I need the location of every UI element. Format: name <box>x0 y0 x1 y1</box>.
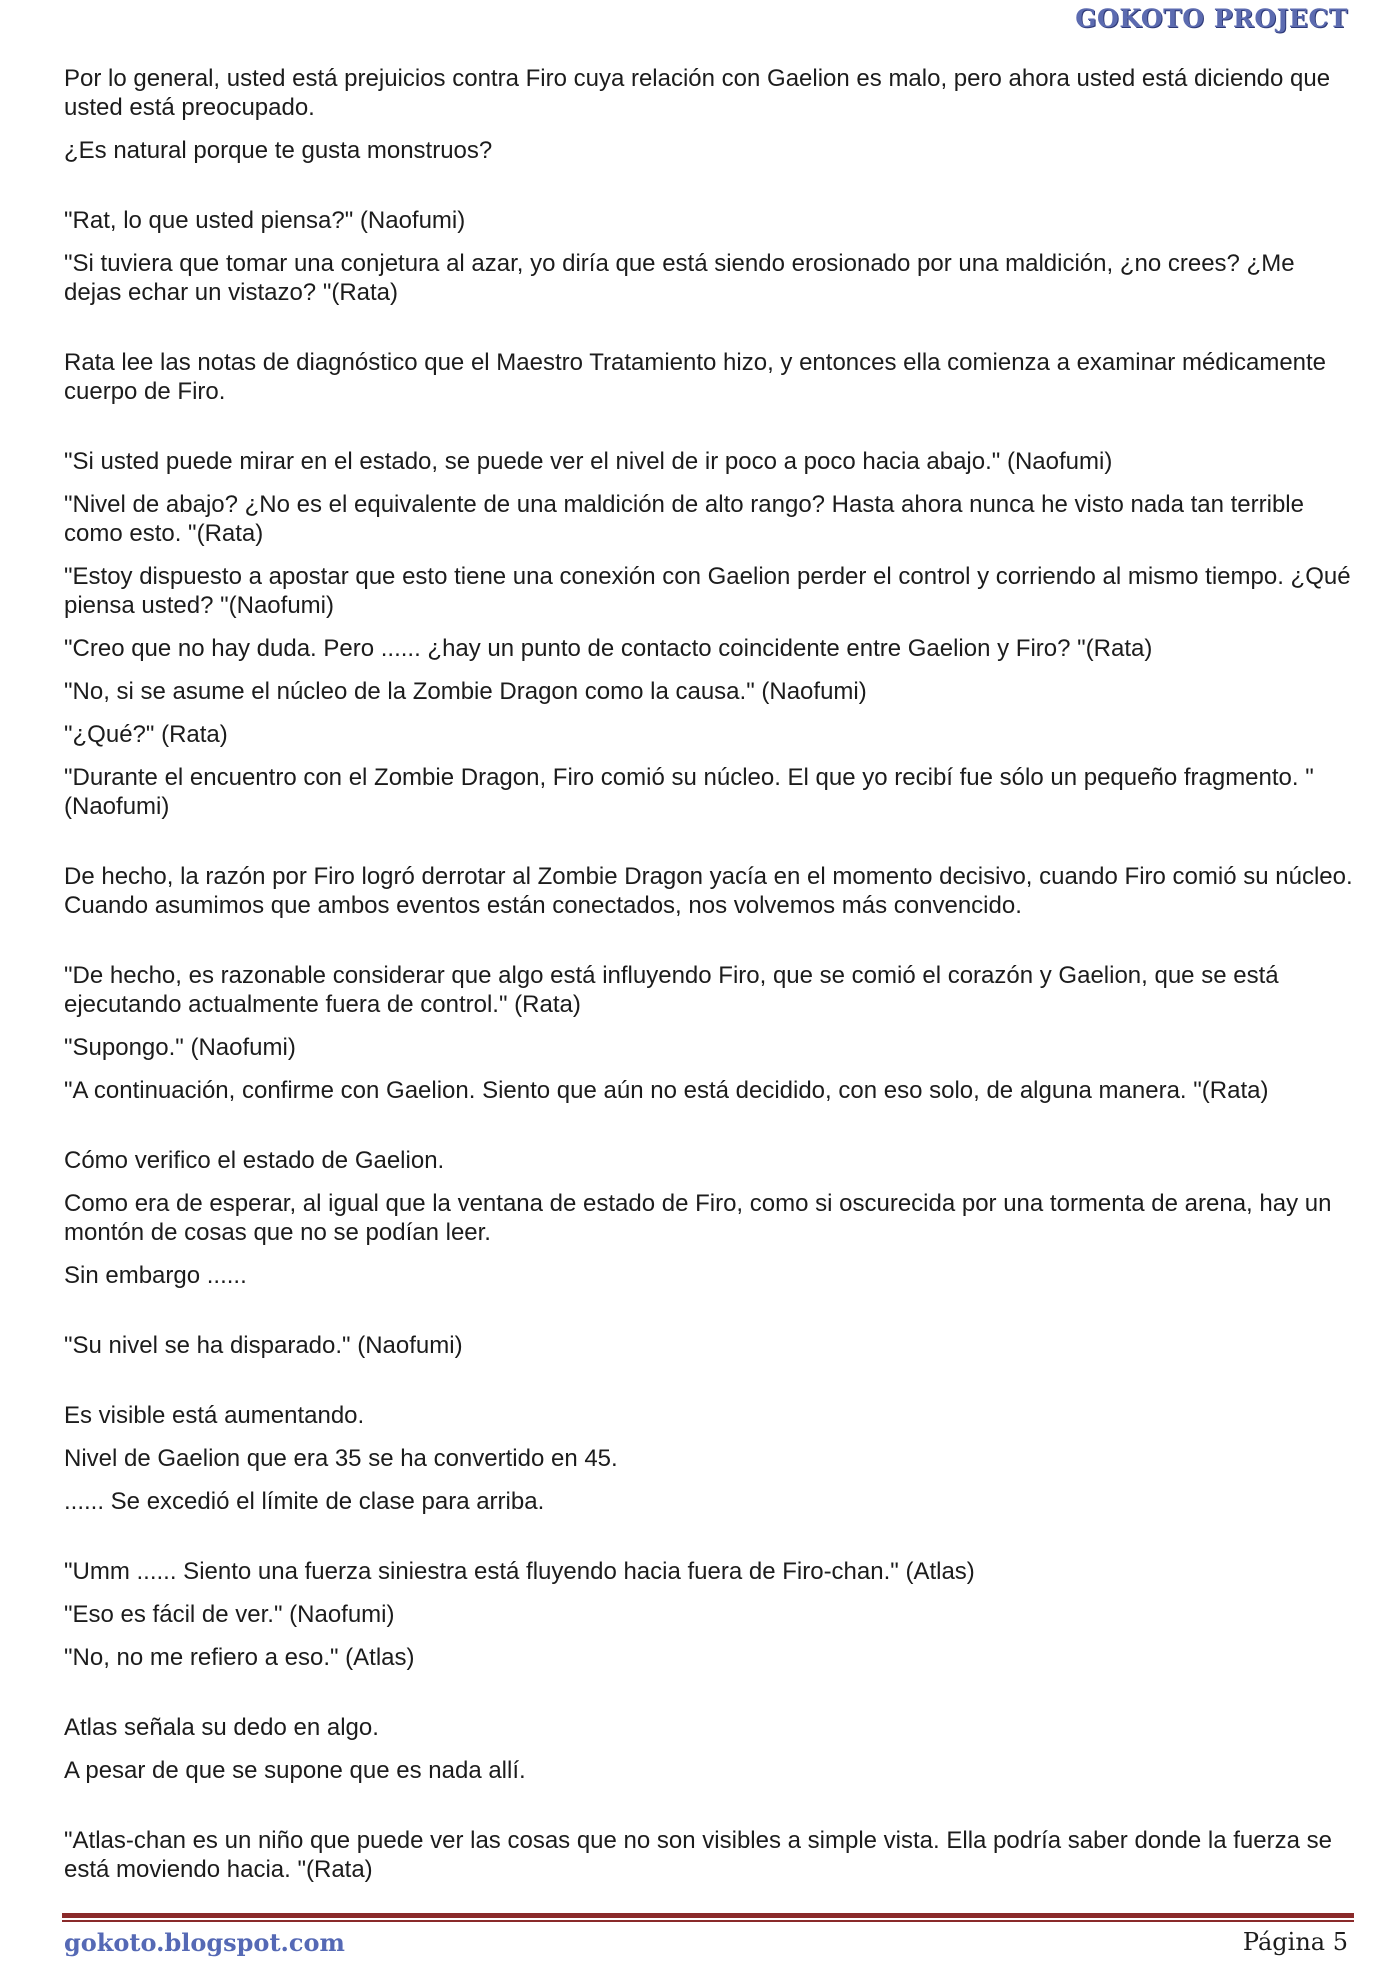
paragraph: Como era de esperar, al igual que la ventana de estado de Firo, como si oscurecida por una tormenta de arena, hay un montón de cosas que no se podían leer. <box>64 1190 1332 1246</box>
paragraph: "Si tuviera que tomar una conjetura al azar, yo diría que está siendo erosionado por una maldición, ¿no crees? ¿Me dejas echar un vistazo? "(Rata) <box>64 250 1295 306</box>
footer-divider <box>62 1913 1354 1922</box>
paragraph: "No, si se asume el núcleo de la Zombie Dragon como la causa." (Naofumi) <box>64 678 867 705</box>
paragraph: Cómo verifico el estado de Gaelion. <box>64 1147 445 1174</box>
paragraph: "Su nivel se ha disparado." (Naofumi) <box>64 1332 463 1359</box>
document-body <box>64 64 1354 1898</box>
paragraph: De hecho, la razón por Firo logró derrotar al Zombie Dragon yacía en el momento decisivo, cuando Firo comió su núcleo. Cuando asumimos que ambos eventos están conectados, nos volvemos más convencido. <box>64 863 1353 919</box>
paragraph: "Creo que no hay duda. Pero ...... ¿hay un punto de contacto coincidente entre Gaelion y Firo? "(Rata) <box>64 635 1153 662</box>
paragraph: "Umm ...... Siento una fuerza siniestra está fluyendo hacia fuera de Firo-chan." (Atlas) <box>64 1558 975 1585</box>
footer-divider-thick <box>62 1913 1354 1918</box>
paragraph: "Supongo." (Naofumi) <box>64 1034 296 1061</box>
paragraph: Atlas señala su dedo en algo. <box>64 1714 379 1741</box>
paragraph: Por lo general, usted está prejuicios contra Firo cuya relación con Gaelion es malo, pero ahora usted está diciendo que usted está preocupado. <box>64 65 1331 121</box>
paragraph: Rata lee las notas de diagnóstico que el Maestro Tratamiento hizo, y entonces ella comienza a examinar médicamente cuerpo de Firo. <box>64 349 1327 405</box>
paragraph: "Rat, lo que usted piensa?" (Naofumi) <box>64 207 466 234</box>
paragraph: "¿Qué?" (Rata) <box>64 721 228 748</box>
paragraph: Nivel de Gaelion que era 35 se ha convertido en 45. <box>64 1445 618 1472</box>
paragraph: "Eso es fácil de ver." (Naofumi) <box>64 1601 395 1628</box>
paragraph: "Nivel de abajo? ¿No es el equivalente de una maldición de alto rango? Hasta ahora nunca he visto nada tan terrible como esto. "(Rata) <box>64 491 1304 547</box>
paragraph: Es visible está aumentando. <box>64 1402 365 1429</box>
header-brand: GOKOTO PROJECT <box>1075 4 1348 33</box>
paragraph: "A continuación, confirme con Gaelion. Siento que aún no está decidido, con eso solo, de alguna manera. "(Rata) <box>64 1077 1269 1104</box>
paragraph: ¿Es natural porque te gusta monstruos? <box>64 137 493 164</box>
footer-blog-link[interactable]: gokoto.blogspot.com <box>64 1928 345 1957</box>
paragraph: "Atlas-chan es un niño que puede ver las cosas que no son visibles a simple vista. Ella podría saber donde la fuerza se está moviendo hacia. "(Rata) <box>64 1827 1332 1883</box>
paragraph: "Durante el encuentro con el Zombie Dragon, Firo comió su núcleo. El que yo recibí fue sólo un pequeño fragmento. "(Naofumi) <box>64 764 1314 820</box>
paragraph: "Estoy dispuesto a apostar que esto tiene una conexión con Gaelion perder el control y corriendo al mismo tiempo. ¿Qué piensa usted? "(Naofumi) <box>64 563 1351 619</box>
paragraph: Sin embargo ...... <box>64 1262 247 1289</box>
page-number: Página 5 <box>1242 1928 1348 1956</box>
paragraph: "No, no me refiero a eso." (Atlas) <box>64 1644 415 1671</box>
paragraph: ...... Se excedió el límite de clase para arriba. <box>64 1488 545 1515</box>
paragraph: "De hecho, es razonable considerar que algo está influyendo Firo, que se comió el corazón y Gaelion, que se está ejecutando actualmente fuera de control." (Rata) <box>64 962 1279 1018</box>
footer-divider-thin <box>62 1920 1354 1922</box>
paragraph: A pesar de que se supone que es nada allí. <box>64 1757 526 1784</box>
paragraph: "Si usted puede mirar en el estado, se puede ver el nivel de ir poco a poco hacia abajo." (Naofumi) <box>64 448 1113 475</box>
